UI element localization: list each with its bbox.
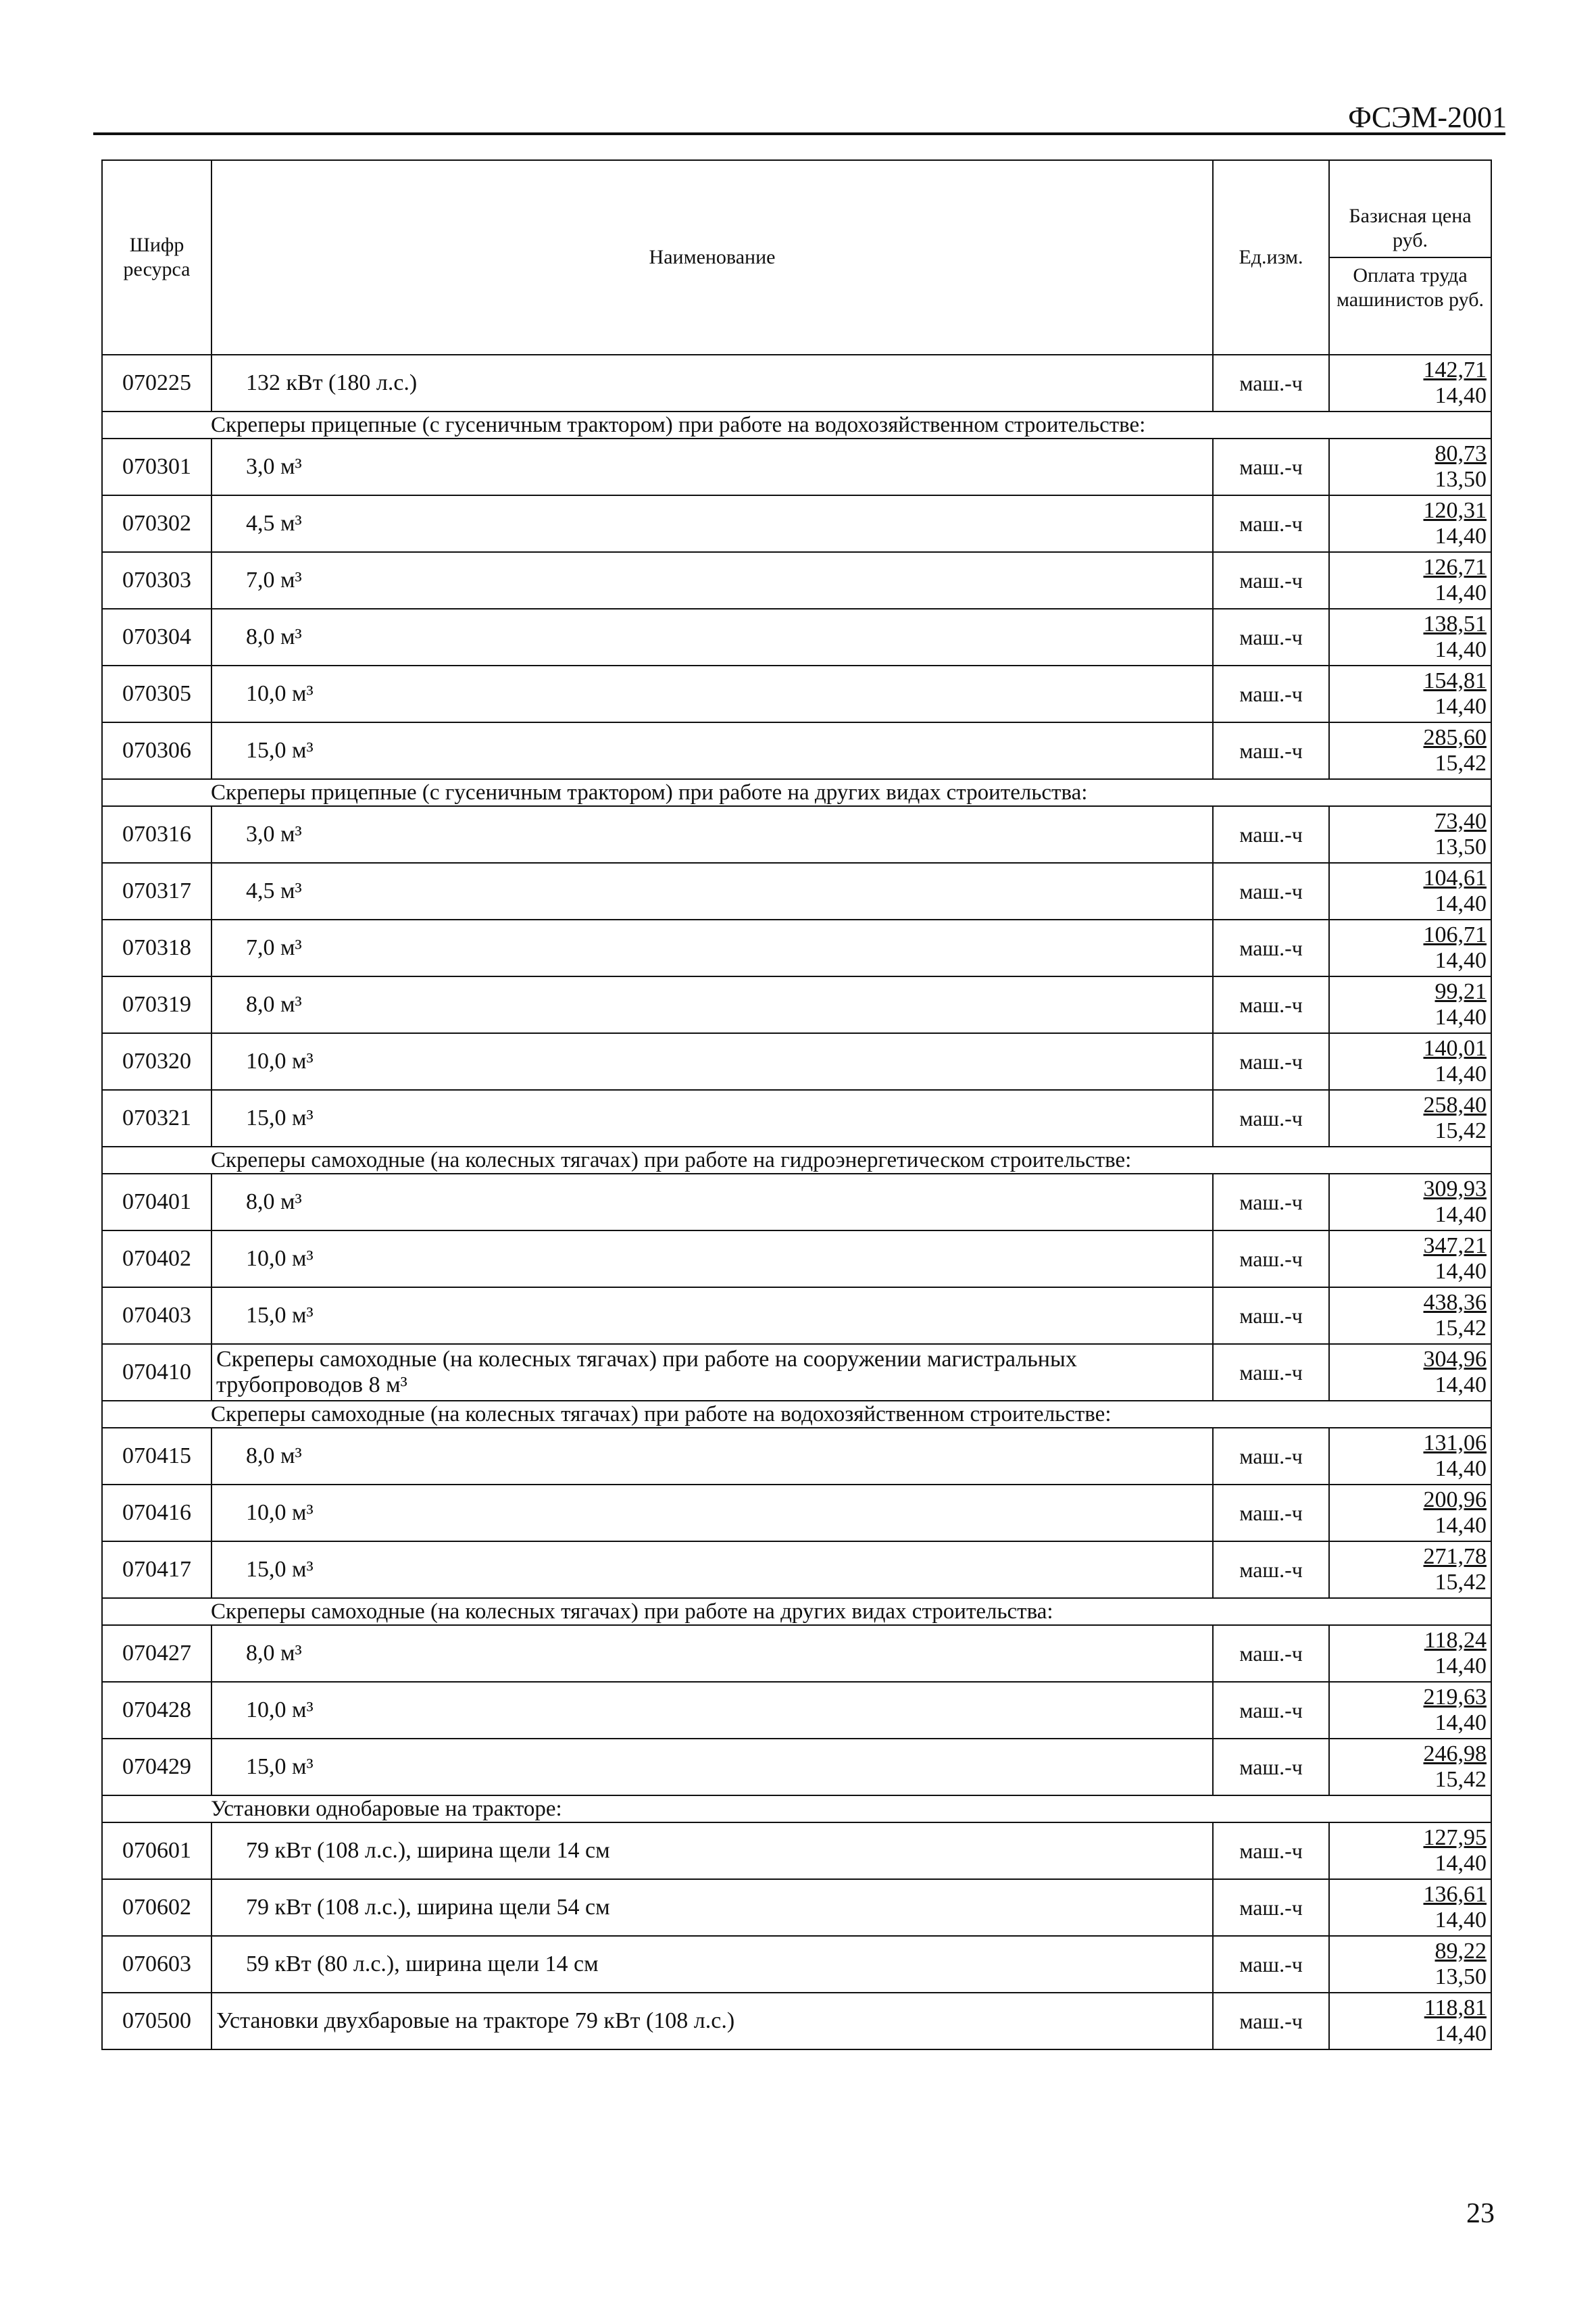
group-row (102, 412, 1491, 439)
page-number: 23 (1466, 2198, 1495, 2229)
table-row (102, 1993, 1491, 2049)
operator-wage: 15,42 (1435, 1316, 1487, 1341)
resource-unit: маш.-ч (1213, 863, 1329, 920)
resource-name: 8,0 м³ (211, 1625, 1213, 1682)
base-price: 200,96 (1423, 1487, 1487, 1512)
resource-code: 070303 (102, 552, 211, 609)
group-title: Скреперы самоходные (на колесных тягачах) при работе на других видах строительства: (102, 1598, 1491, 1625)
resource-price (1329, 976, 1491, 1033)
group-row (102, 1598, 1491, 1625)
operator-wage: 13,50 (1435, 835, 1487, 860)
header-code: Шифр ресурса (102, 160, 211, 355)
resource-name: 15,0 м³ (211, 1739, 1213, 1795)
resource-unit: маш.-ч (1213, 1822, 1329, 1879)
base-price: 73,40 (1435, 809, 1487, 834)
resource-price (1329, 552, 1491, 609)
resource-name: 10,0 м³ (211, 1230, 1213, 1287)
operator-wage: 14,40 (1435, 1005, 1487, 1030)
base-price: 142,71 (1423, 357, 1487, 382)
operator-wage: 15,42 (1435, 1570, 1487, 1595)
operator-wage: 15,42 (1435, 1767, 1487, 1792)
base-price: 138,51 (1423, 612, 1487, 637)
resource-code: 070410 (102, 1344, 211, 1401)
resource-price (1329, 1033, 1491, 1090)
resource-name: 3,0 м³ (211, 439, 1213, 495)
operator-wage: 13,50 (1435, 467, 1487, 492)
table-row (102, 1541, 1491, 1598)
base-price: 127,95 (1423, 1825, 1487, 1850)
group-title: Скреперы самоходные (на колесных тягачах) при работе на водохозяйственном строительстве: (102, 1401, 1491, 1428)
table-row (102, 1485, 1491, 1541)
table-row (102, 1625, 1491, 1682)
resource-code: 070401 (102, 1174, 211, 1230)
resource-price (1329, 1822, 1491, 1879)
resource-unit: маш.-ч (1213, 1879, 1329, 1936)
resource-code: 070318 (102, 920, 211, 976)
resource-code: 070603 (102, 1936, 211, 1993)
header-price-wage: Оплата труда машинистов руб. (1336, 264, 1485, 311)
resource-code: 070428 (102, 1682, 211, 1739)
base-price: 126,71 (1423, 555, 1487, 580)
base-price: 131,06 (1423, 1430, 1487, 1455)
header-price-base: Базисная цена руб. (1330, 199, 1491, 258)
resource-code: 070601 (102, 1822, 211, 1879)
table-header-row (102, 160, 1491, 355)
resource-price (1329, 609, 1491, 666)
resource-code: 070416 (102, 1485, 211, 1541)
table-row (102, 609, 1491, 666)
table-row (102, 1287, 1491, 1344)
group-title: Скреперы самоходные (на колесных тягачах) при работе на гидроэнергетическом строительстве: (102, 1147, 1491, 1174)
resource-code: 070429 (102, 1739, 211, 1795)
table-row (102, 1344, 1491, 1401)
operator-wage: 15,42 (1435, 1118, 1487, 1143)
base-price: 219,63 (1423, 1685, 1487, 1710)
operator-wage: 15,42 (1435, 751, 1487, 776)
base-price: 136,61 (1423, 1882, 1487, 1907)
base-price: 118,81 (1424, 1995, 1487, 2020)
operator-wage: 14,40 (1435, 1372, 1487, 1397)
resource-name: 8,0 м³ (211, 976, 1213, 1033)
operator-wage: 14,40 (1435, 580, 1487, 605)
header-unit: Ед.изм. (1213, 160, 1329, 355)
resource-unit: маш.-ч (1213, 1739, 1329, 1795)
document-code: ФСЭМ-2001 (1348, 101, 1507, 134)
resource-price (1329, 1682, 1491, 1739)
resource-price-table (101, 159, 1492, 2050)
group-row (102, 1401, 1491, 1428)
group-title: Скреперы прицепные (с гусеничным трактором) при работе на водохозяйственном строительстве: (102, 412, 1491, 439)
table-row (102, 1090, 1491, 1147)
resource-price (1329, 1993, 1491, 2049)
operator-wage: 14,40 (1435, 524, 1487, 549)
resource-price (1329, 1344, 1491, 1401)
resource-price (1329, 722, 1491, 779)
resource-unit: маш.-ч (1213, 976, 1329, 1033)
base-price: 347,21 (1423, 1233, 1487, 1258)
table-row (102, 806, 1491, 863)
base-price: 80,73 (1435, 441, 1487, 466)
resource-name: 8,0 м³ (211, 1174, 1213, 1230)
resource-unit: маш.-ч (1213, 609, 1329, 666)
header-price (1329, 160, 1491, 355)
resource-code: 070602 (102, 1879, 211, 1936)
operator-wage: 14,40 (1435, 1259, 1487, 1284)
base-price: 258,40 (1423, 1093, 1487, 1118)
resource-name: Установки двухбаровые на тракторе 79 кВт (108 л.с.) (211, 1993, 1213, 2049)
table-row (102, 920, 1491, 976)
table-row (102, 355, 1491, 412)
resource-price (1329, 863, 1491, 920)
operator-wage: 14,40 (1435, 1062, 1487, 1087)
resource-name: 7,0 м³ (211, 552, 1213, 609)
table-row (102, 439, 1491, 495)
resource-name: 8,0 м³ (211, 609, 1213, 666)
table-row (102, 1230, 1491, 1287)
resource-code: 070304 (102, 609, 211, 666)
base-price: 154,81 (1423, 668, 1487, 693)
resource-price (1329, 1174, 1491, 1230)
operator-wage: 14,40 (1435, 1456, 1487, 1481)
table-row (102, 1879, 1491, 1936)
resource-table-wrapper (101, 159, 1491, 2050)
table-row (102, 1822, 1491, 1879)
resource-unit: маш.-ч (1213, 666, 1329, 722)
resource-price (1329, 1739, 1491, 1795)
base-price: 285,60 (1423, 725, 1487, 750)
operator-wage: 14,40 (1435, 383, 1487, 408)
resource-name: 7,0 м³ (211, 920, 1213, 976)
resource-price (1329, 1936, 1491, 1993)
resource-code: 070302 (102, 495, 211, 552)
resource-unit: маш.-ч (1213, 1287, 1329, 1344)
table-row (102, 552, 1491, 609)
resource-code: 070427 (102, 1625, 211, 1682)
group-row (102, 1795, 1491, 1822)
group-title: Скреперы прицепные (с гусеничным трактором) при работе на других видах строительства: (102, 779, 1491, 806)
resource-price (1329, 666, 1491, 722)
base-price: 438,36 (1423, 1290, 1487, 1315)
base-price: 309,93 (1423, 1176, 1487, 1201)
base-price: 118,24 (1424, 1628, 1487, 1653)
resource-unit: маш.-ч (1213, 355, 1329, 412)
resource-unit: маш.-ч (1213, 1033, 1329, 1090)
base-price: 271,78 (1423, 1544, 1487, 1569)
operator-wage: 14,40 (1435, 948, 1487, 973)
resource-unit: маш.-ч (1213, 1541, 1329, 1598)
operator-wage: 14,40 (1435, 2021, 1487, 2046)
resource-name: Скреперы самоходные (на колесных тягачах) при работе на сооружении магистральных трубопроводов 8 м³ (211, 1344, 1213, 1401)
base-price: 106,71 (1423, 922, 1487, 947)
resource-unit: маш.-ч (1213, 1682, 1329, 1739)
resource-name: 10,0 м³ (211, 666, 1213, 722)
resource-price (1329, 495, 1491, 552)
resource-name: 15,0 м³ (211, 722, 1213, 779)
resource-code: 070403 (102, 1287, 211, 1344)
resource-price (1329, 806, 1491, 863)
resource-code: 070320 (102, 1033, 211, 1090)
base-price: 89,22 (1435, 1939, 1487, 1964)
resource-code: 070306 (102, 722, 211, 779)
resource-name: 132 кВт (180 л.с.) (211, 355, 1213, 412)
base-price: 104,61 (1423, 866, 1487, 891)
operator-wage: 14,40 (1435, 1710, 1487, 1735)
base-price: 140,01 (1423, 1036, 1487, 1061)
table-row (102, 1174, 1491, 1230)
resource-unit: маш.-ч (1213, 1344, 1329, 1401)
resource-unit: маш.-ч (1213, 722, 1329, 779)
resource-name: 4,5 м³ (211, 863, 1213, 920)
resource-unit: маш.-ч (1213, 439, 1329, 495)
resource-price (1329, 1090, 1491, 1147)
resource-code: 070402 (102, 1230, 211, 1287)
operator-wage: 14,40 (1435, 637, 1487, 662)
resource-name: 15,0 м³ (211, 1287, 1213, 1344)
resource-name: 15,0 м³ (211, 1541, 1213, 1598)
resource-name: 59 кВт (80 л.с.), ширина щели 14 см (211, 1936, 1213, 1993)
operator-wage: 14,40 (1435, 1202, 1487, 1227)
resource-unit: маш.-ч (1213, 1090, 1329, 1147)
resource-code: 070319 (102, 976, 211, 1033)
table-row (102, 863, 1491, 920)
operator-wage: 14,40 (1435, 1513, 1487, 1538)
resource-name: 79 кВт (108 л.с.), ширина щели 14 см (211, 1822, 1213, 1879)
resource-unit: маш.-ч (1213, 806, 1329, 863)
base-price: 246,98 (1423, 1741, 1487, 1766)
resource-name: 3,0 м³ (211, 806, 1213, 863)
table-row (102, 976, 1491, 1033)
resource-code: 070317 (102, 863, 211, 920)
resource-unit: маш.-ч (1213, 920, 1329, 976)
resource-name: 10,0 м³ (211, 1033, 1213, 1090)
resource-price (1329, 1485, 1491, 1541)
resource-name: 4,5 м³ (211, 495, 1213, 552)
resource-name: 8,0 м³ (211, 1428, 1213, 1485)
table-row (102, 1739, 1491, 1795)
resource-unit: маш.-ч (1213, 552, 1329, 609)
group-title: Установки однобаровые на тракторе: (102, 1795, 1491, 1822)
resource-price (1329, 1879, 1491, 1936)
resource-price (1329, 439, 1491, 495)
resource-price (1329, 1428, 1491, 1485)
operator-wage: 13,50 (1435, 1964, 1487, 1989)
resource-unit: маш.-ч (1213, 1485, 1329, 1541)
resource-code: 070415 (102, 1428, 211, 1485)
table-row (102, 1428, 1491, 1485)
table-row (102, 722, 1491, 779)
table-row (102, 1682, 1491, 1739)
resource-unit: маш.-ч (1213, 1993, 1329, 2049)
resource-price (1329, 1287, 1491, 1344)
operator-wage: 14,40 (1435, 891, 1487, 916)
operator-wage: 14,40 (1435, 694, 1487, 719)
resource-price (1329, 1625, 1491, 1682)
resource-name: 10,0 м³ (211, 1682, 1213, 1739)
resource-unit: маш.-ч (1213, 495, 1329, 552)
table-row (102, 1033, 1491, 1090)
resource-price (1329, 920, 1491, 976)
resource-unit: маш.-ч (1213, 1625, 1329, 1682)
resource-code: 070321 (102, 1090, 211, 1147)
base-price: 304,96 (1423, 1347, 1487, 1372)
resource-name: 79 кВт (108 л.с.), ширина щели 54 см (211, 1879, 1213, 1936)
base-price: 120,31 (1423, 498, 1487, 523)
table-row (102, 666, 1491, 722)
resource-name: 10,0 м³ (211, 1485, 1213, 1541)
table-row (102, 495, 1491, 552)
resource-code: 070305 (102, 666, 211, 722)
resource-unit: маш.-ч (1213, 1428, 1329, 1485)
header-name: Наименование (211, 160, 1213, 355)
resource-code: 070225 (102, 355, 211, 412)
table-row (102, 1936, 1491, 1993)
resource-unit: маш.-ч (1213, 1174, 1329, 1230)
operator-wage: 14,40 (1435, 1653, 1487, 1678)
resource-unit: маш.-ч (1213, 1936, 1329, 1993)
resource-code: 070500 (102, 1993, 211, 2049)
resource-code: 070316 (102, 806, 211, 863)
resource-price (1329, 355, 1491, 412)
group-row (102, 1147, 1491, 1174)
base-price: 99,21 (1435, 979, 1487, 1004)
header-rule (93, 132, 1505, 135)
operator-wage: 14,40 (1435, 1851, 1487, 1876)
group-row (102, 779, 1491, 806)
resource-code: 070417 (102, 1541, 211, 1598)
operator-wage: 14,40 (1435, 1908, 1487, 1933)
resource-price (1329, 1541, 1491, 1598)
resource-code: 070301 (102, 439, 211, 495)
resource-price (1329, 1230, 1491, 1287)
resource-name: 15,0 м³ (211, 1090, 1213, 1147)
resource-unit: маш.-ч (1213, 1230, 1329, 1287)
